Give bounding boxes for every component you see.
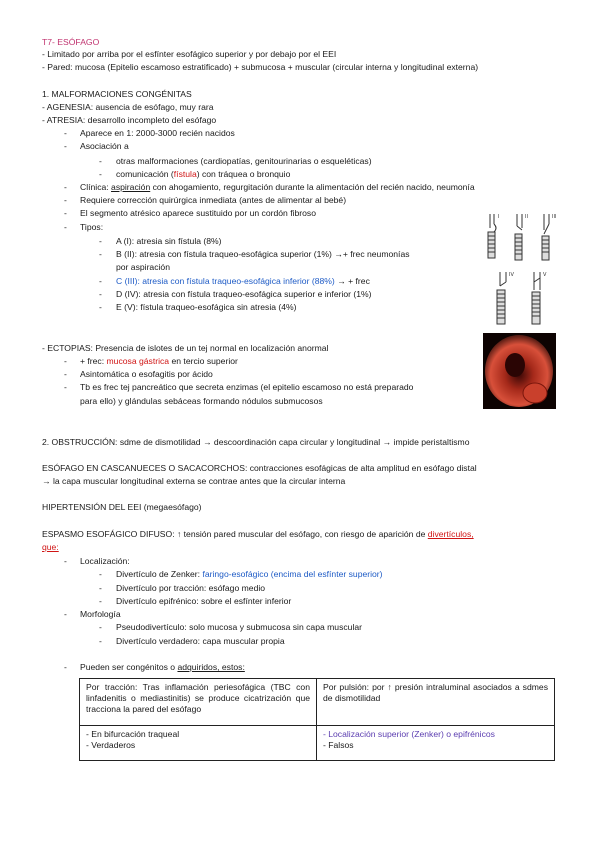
tipo-c bbox=[116, 276, 370, 287]
tipo-c-highlight: C (III): atresia con fístula traqueo-esofágica inferior (88%) bbox=[116, 276, 335, 286]
pseudo-line: Pseudodivertículo: solo mucosa y submucosa sin capa muscular bbox=[116, 622, 362, 632]
table-cell-line: - Verdaderos bbox=[86, 740, 136, 750]
diagram-label: III bbox=[552, 214, 557, 220]
bullet-dash: - bbox=[64, 128, 67, 138]
zenker-highlight: faringo-esofágico (encima del esfínter superior) bbox=[202, 569, 383, 579]
bullet-dash: - bbox=[64, 662, 67, 672]
agenesia-line bbox=[42, 102, 214, 113]
diagram-label: II bbox=[525, 214, 528, 220]
table-cell-pulsion: Por pulsión: por ↑ presión intraluminal asociados a sdmes de dismotilidad bbox=[317, 679, 555, 726]
text-run: en tercio superior bbox=[169, 356, 238, 366]
adquiridos-underlined: adquiridos, estos: bbox=[177, 662, 245, 672]
table-cell bbox=[317, 726, 555, 761]
agenesia-label: - AGENESIA: bbox=[42, 102, 94, 112]
bullet-dash: - bbox=[64, 222, 67, 232]
bullet-dash: - bbox=[99, 169, 102, 179]
localizacion-label: Localización: bbox=[80, 556, 130, 566]
traccion-line: Divertículo por tracción: esófago medio bbox=[116, 583, 266, 593]
tipo-e: E (V): fístula traqueo-esofágica sin atresia (4%) bbox=[116, 302, 297, 312]
section-heading: 1. MALFORMACIONES CONGÉNITAS bbox=[42, 89, 192, 99]
diverticulos-highlight: divertículos, bbox=[427, 529, 474, 539]
bullet-dash: - bbox=[99, 249, 102, 259]
bullet-dash: - bbox=[99, 236, 102, 246]
cascanueces-line: ESÓFAGO EN CASCANUECES O SACACORCHOS: contracciones esofágicas de alta amplitud en esófago distal bbox=[42, 463, 477, 473]
bullet-dash: - bbox=[99, 636, 102, 646]
text-run: Clínica: bbox=[80, 182, 112, 192]
asintomatica-line: Asintomática o esofagitis por ácido bbox=[80, 369, 213, 379]
morfologia-label: Morfología bbox=[80, 609, 121, 619]
bullet-dash: - bbox=[99, 596, 102, 606]
bullet-dash: - bbox=[64, 195, 67, 205]
aspiracion-underlined: aspiración bbox=[111, 182, 151, 192]
pueden-line bbox=[80, 662, 245, 673]
text-run: Divertículo de Zenker: bbox=[116, 569, 203, 579]
table-cell-line: - Falsos bbox=[323, 740, 354, 750]
table-cell-line: - En bifurcación traqueal bbox=[86, 729, 180, 739]
tipo-d: D (IV): atresia con fístula traqueo-esofágica superior e inferior (1%) bbox=[116, 289, 372, 299]
obstruccion-line: 2. OBSTRUCCIÓN: sdme de dismotilidad → descoordinación capa circular y longitudinal → impide peristaltismo bbox=[42, 437, 470, 447]
bullet-dash: - bbox=[99, 622, 102, 632]
requiere-line: Requiere corrección quirúrgica inmediata (antes de alimentar al bebé) bbox=[80, 195, 347, 205]
bullet-dash: - bbox=[64, 369, 67, 379]
bullet-dash: - bbox=[64, 356, 67, 366]
frec-line bbox=[80, 356, 238, 367]
tb-line-cont: para ello) y glándulas sebáceas formando nódulos submucosos bbox=[80, 396, 323, 406]
tipo-b-cont: por aspiración bbox=[116, 262, 170, 272]
aparece-line: Aparece en 1: 2000-3000 recién nacidos bbox=[80, 128, 235, 138]
bullet-dash: - bbox=[99, 156, 102, 166]
bullet-dash: - bbox=[99, 276, 102, 286]
table-row bbox=[80, 726, 555, 761]
bullet-dash: - bbox=[64, 182, 67, 192]
table-row bbox=[80, 679, 555, 726]
table-cell bbox=[80, 726, 317, 761]
text-run: → + frec bbox=[334, 276, 370, 286]
bullet-dash: - bbox=[99, 302, 102, 312]
diagram-label: IV bbox=[509, 272, 514, 278]
tipo-b: B (II): atresia con fístula traqueo-esofágica superior (1%) →+ frec neumonías bbox=[116, 249, 410, 259]
epifrenico-line: Divertículo epifrénico: sobre el esfínter inferior bbox=[116, 596, 292, 606]
table-cell-line: - Localización superior (Zenker) o epifrénicos bbox=[323, 729, 495, 739]
bullet-dash: - bbox=[99, 569, 102, 579]
comunicacion-line bbox=[116, 169, 290, 180]
zenker-line bbox=[116, 569, 383, 580]
table-cell-traccion: Por tracción: Tras inflamación periesofágica (TBC con linfadenitis o mediastinitis) se produce cicatrización que tracciona la pared del esófago bbox=[80, 679, 317, 726]
intro-line: - Limitado por arriba por el esfínter esofágico superior y por debajo por el EEI bbox=[42, 49, 337, 59]
endoscopy-photo bbox=[483, 333, 556, 409]
cascanueces-line-cont: → la capa muscular longitudinal externa se contrae antes que la circular interna bbox=[42, 476, 346, 486]
fistula-highlight: fístula bbox=[173, 169, 197, 179]
bullet-dash: - bbox=[64, 141, 67, 151]
malformaciones-line: otras malformaciones (cardiopatías, genitourinarias o esqueléticas) bbox=[116, 156, 372, 166]
espasmo-line bbox=[42, 529, 474, 540]
ectopias-line: - ECTOPIAS: Presencia de islotes de un tej normal en localización anormal bbox=[42, 343, 329, 353]
bullet-dash: - bbox=[99, 289, 102, 299]
text-run: comunicación ( bbox=[116, 169, 174, 179]
diverticula-table bbox=[79, 678, 555, 761]
asociacion-line: Asociación a bbox=[80, 141, 129, 151]
bullet-dash: - bbox=[64, 382, 67, 392]
tb-line: Tb es frec tej pancreático que secreta enzimas (el epitelio escamoso no está preparado bbox=[80, 382, 414, 392]
mucosa-gastrica-highlight: mucosa gástrica bbox=[106, 356, 170, 366]
clinica-line bbox=[80, 182, 475, 193]
tipos-label: Tipos: bbox=[80, 222, 104, 232]
hipertension-line: HIPERTENSIÓN DEL EEI (megaesófago) bbox=[42, 502, 202, 512]
atresia-line: - ATRESIA: desarrollo incompleto del esófago bbox=[42, 115, 217, 125]
text-run: ESPASMO ESOFÁGICO DIFUSO: ↑ tensión pared muscular del esófago, con riesgo de aparición de bbox=[42, 529, 428, 539]
text-run: + frec: bbox=[80, 356, 107, 366]
bullet-dash: - bbox=[99, 583, 102, 593]
atresia-types-diagram bbox=[482, 210, 560, 328]
text-run: con ahogamiento, regurgitación durante la alimentación del recién nacido, neumonía bbox=[150, 182, 475, 192]
diagram-label: V bbox=[543, 272, 547, 278]
bullet-dash: - bbox=[64, 208, 67, 218]
segmento-line: El segmento atrésico aparece sustituido por un cordón fibroso bbox=[80, 208, 316, 218]
agenesia-text: ausencia de esófago, muy rara bbox=[93, 102, 214, 112]
verdadero-line: Divertículo verdadero: capa muscular propia bbox=[116, 636, 285, 646]
text-run: Pueden ser congénitos o bbox=[80, 662, 178, 672]
bullet-dash: - bbox=[64, 556, 67, 566]
bullet-dash: - bbox=[64, 609, 67, 619]
tipo-a: A (I): atresia sin fístula (8%) bbox=[116, 236, 222, 246]
page-title: T7- ESÓFAGO bbox=[42, 37, 100, 47]
espasmo-line-cont: que: bbox=[42, 542, 59, 552]
diagram-label: I bbox=[498, 214, 500, 220]
text-run: ) con tráquea o bronquio bbox=[196, 169, 291, 179]
intro-line: - Pared: mucosa (Epitelio escamoso estratificado) + submucosa + muscular (circular interna y longitudinal externa) bbox=[42, 62, 479, 72]
